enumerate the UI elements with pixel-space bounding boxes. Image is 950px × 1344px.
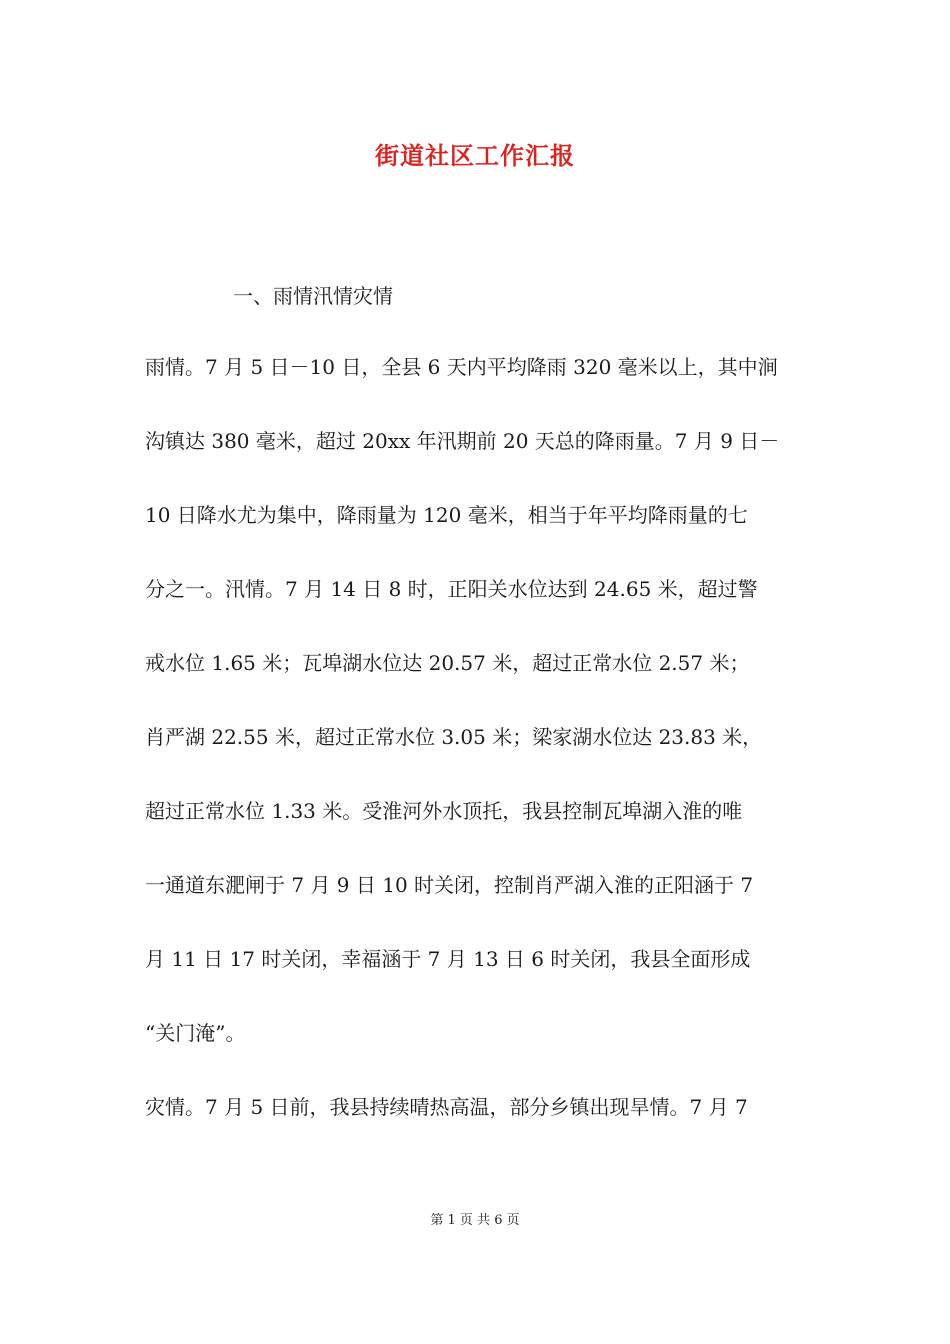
text-line: 超过正常水位 1.33 米。受淮河外水顶托，我县控制瓦埠湖入淮的唯 — [145, 799, 743, 823]
document-title: 街道社区工作汇报 — [375, 141, 575, 170]
text-line: 戒水位 1.65 米；瓦埠湖水位达 20.57 米，超过正常水位 2.57 米； — [145, 651, 750, 675]
text-line: 灾情。7 月 5 日前，我县持续晴热高温，部分乡镇出现旱情。7 月 7 — [145, 1095, 748, 1119]
page-footer: 第 1 页 共 6 页 — [430, 1213, 520, 1228]
section-heading: 一、雨情汛情灾情 — [233, 284, 393, 308]
text-line: 肖严湖 22.55 米，超过正常水位 3.05 米；梁家湖水位达 23.83 米， — [145, 725, 763, 749]
text-line: 一通道东淝闸于 7 月 9 日 10 时关闭，控制肖严湖入淮的正阳涵于 7 — [145, 873, 754, 897]
text-line: 10 日降水尤为集中，降雨量为 120 毫米，相当于年平均降雨量的七 — [145, 503, 748, 527]
text-line: 月 11 日 17 时关闭，幸福涵于 7 月 13 日 6 时关闭，我县全面形成 — [145, 947, 751, 971]
text-line: “关门淹”。 — [145, 1021, 246, 1045]
text-line: 沟镇达 380 毫米，超过 20xx 年汛期前 20 天总的降雨量。7 月 9 日－ — [145, 429, 780, 453]
text-line: 分之一。汛情。7 月 14 日 8 时，正阳关水位达到 24.65 米，超过警 — [145, 577, 758, 601]
text-line: 雨情。7 月 5 日－10 日，全县 6 天内平均降雨 320 毫米以上，其中涧 — [145, 355, 778, 379]
body-text — [145, 349, 810, 1163]
